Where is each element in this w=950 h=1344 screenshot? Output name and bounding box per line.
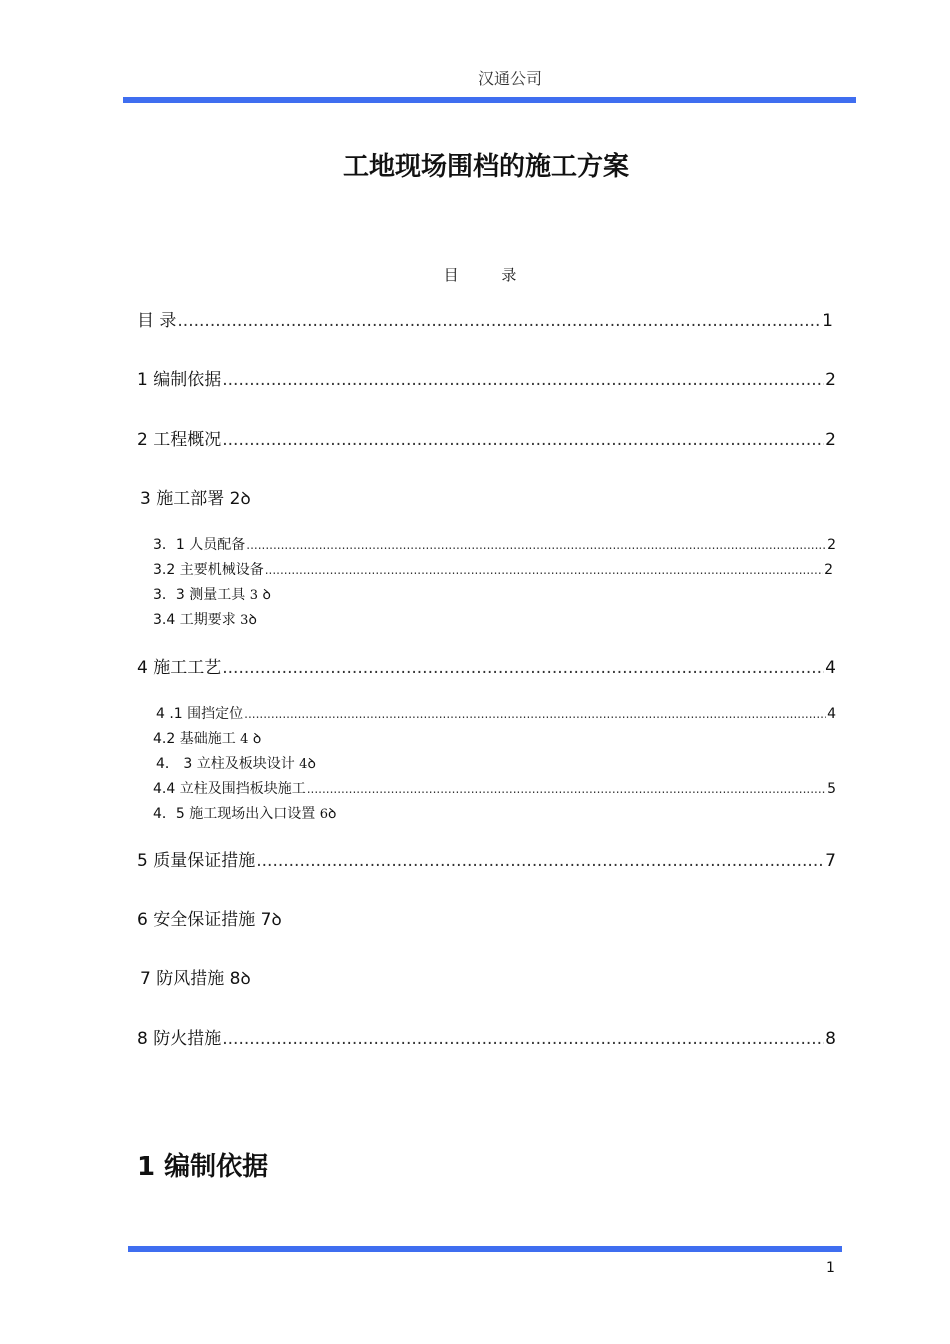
toc-entry-2[interactable] [137, 428, 836, 452]
toc-entry-page: 2 [825, 370, 836, 390]
toc-leader [222, 428, 824, 452]
toc-entry-contents[interactable] [137, 309, 833, 333]
toc-entry-label: 2 工程概况 [137, 430, 222, 450]
header-company: 汉通公司 [477, 69, 542, 88]
paragraph-mark: ꝺ [240, 969, 251, 989]
toc-entry-page: 1 [822, 311, 833, 331]
toc-entry-4-2[interactable] [153, 729, 261, 749]
toc-entry-label: 6 安全保证措施 7 [137, 910, 272, 930]
toc-entry-4-1[interactable] [156, 704, 836, 724]
toc-entry-label: 8 防火措施 [137, 1029, 222, 1049]
toc-entry-6[interactable] [137, 908, 282, 932]
toc-entry-label: 3．3 测量工具 [153, 587, 250, 603]
toc-leader [222, 368, 824, 392]
toc-entry-page: 8 [825, 1029, 836, 1049]
toc-entry-4-5[interactable] [153, 804, 336, 824]
toc-entry-4[interactable] [137, 656, 836, 680]
page-number: 1 [826, 1260, 835, 1276]
toc-entry-3[interactable] [140, 487, 251, 511]
toc-entry-page: 4 [825, 658, 836, 678]
toc-entry-label: 1 编制依据 [137, 370, 222, 390]
paragraph-mark: ꝺ [328, 806, 337, 822]
toc-entry-label: 4.2 基础施工 [153, 731, 241, 747]
toc-entry-page: 4 [240, 732, 249, 747]
paragraph-mark: ꝺ [252, 731, 262, 747]
paragraph-mark: ꝺ [307, 756, 316, 772]
paragraph-mark: ꝺ [240, 489, 251, 509]
toc-entry-label: 3．1 人员配备 [153, 537, 246, 553]
toc-leader [307, 779, 826, 799]
footer-rule [128, 1246, 842, 1252]
toc-entry-label: 7 防风措施 8 [140, 969, 241, 989]
toc-entry-label: 3.4 工期要求 [153, 612, 241, 628]
toc-entry-3-4[interactable] [153, 610, 257, 630]
toc-entry-page: 4 [827, 706, 836, 722]
toc-leader [222, 656, 824, 680]
toc-entry-5[interactable] [137, 849, 836, 873]
toc-entry-page: 3 [249, 588, 258, 603]
paragraph-mark: ꝺ [271, 910, 282, 930]
toc-entry-page: 3 [240, 613, 249, 628]
toc-entry-page: 7 [825, 851, 836, 871]
toc-entry-label: 4． 3 立柱及板块设计 [156, 756, 300, 772]
toc-entry-page: 6 [319, 807, 328, 822]
paragraph-mark: ꝺ [248, 612, 257, 628]
toc-entry-3-3[interactable] [153, 585, 271, 605]
toc-entry-1[interactable] [137, 368, 836, 392]
toc-entry-label: 4 .1 围挡定位 [156, 706, 244, 722]
toc-entry-3-2[interactable] [153, 560, 833, 580]
toc-entry-3-1[interactable] [153, 535, 836, 555]
toc-leader [177, 309, 821, 333]
toc-entry-page: 2 [827, 537, 836, 553]
toc-entry-page: 2 [825, 430, 836, 450]
toc-entry-page: 2 [824, 562, 833, 578]
header-rule [123, 97, 856, 103]
section-heading: 1 编制依据 [137, 1152, 269, 1182]
document-title: 工地现场围档的施工方案 [342, 152, 629, 182]
toc-leader [256, 849, 824, 873]
toc-leader [222, 1027, 824, 1051]
toc-entry-label: 目 录 [137, 311, 177, 331]
toc-leader [265, 560, 823, 580]
toc-entry-label: 5 质量保证措施 [137, 851, 256, 871]
toc-entry-8[interactable] [137, 1027, 836, 1051]
toc-entry-label: 4.4 立柱及围挡板块施工 [153, 781, 306, 797]
toc-entry-label: 4．5 施工现场出入口设置 [153, 806, 320, 822]
toc-entry-label: 4 施工工艺 [137, 658, 222, 678]
toc-leader [244, 704, 826, 724]
toc-heading: 目 录 [443, 266, 529, 284]
toc-entry-4-4[interactable] [153, 779, 836, 799]
toc-entry-label: 3 施工部署 2 [140, 489, 241, 509]
toc-leader [246, 535, 826, 555]
toc-entry-page: 4 [299, 757, 308, 772]
paragraph-mark: ꝺ [262, 587, 271, 603]
toc-entry-label: 3.2 主要机械设备 [153, 562, 264, 578]
toc-entry-4-3[interactable] [156, 754, 316, 774]
toc-entry-7[interactable] [140, 967, 251, 991]
toc-entry-page: 5 [827, 781, 836, 797]
